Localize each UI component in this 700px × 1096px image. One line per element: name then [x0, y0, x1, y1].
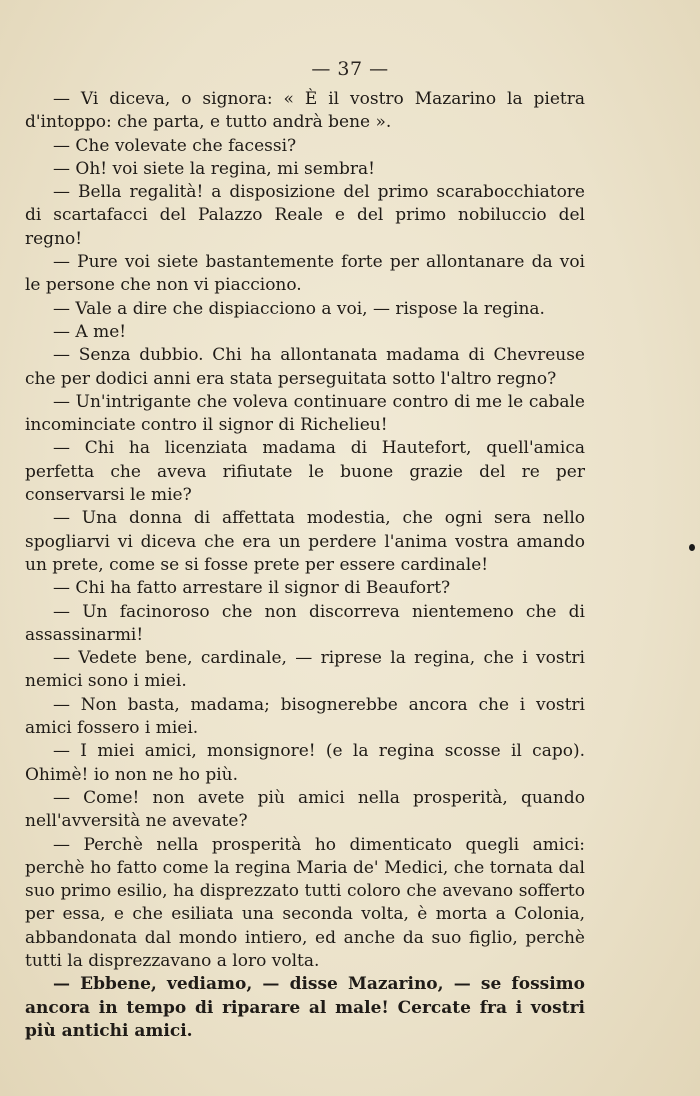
- paragraph: — Oh! voi siete la regina, mi sembra!: [53, 158, 375, 179]
- paragraph: — A me!: [53, 321, 127, 342]
- paragraph: — Non basta, madama; bisognerebbe ancora che i vostri amici fossero i miei.: [25, 694, 585, 739]
- paragraph: — Che volevate che facessi?: [53, 135, 297, 156]
- paragraph: — Vale a dire che dispiacciono a voi, — rispose la regina.: [53, 298, 545, 319]
- paragraph: — I miei amici, monsignore! (e la regina scosse il capo). Ohimè! io non ne ho più.: [25, 741, 585, 785]
- page-number: — 37 —: [311, 58, 389, 80]
- paragraph: — Senza dubbio. Chi ha allontanata madama di Chevreuse che per dodici anni era stata perseguitata sotto l'altro regno?: [25, 345, 585, 389]
- paragraph: — Pure voi siete bastantemente forte per allontanare da voi le persone che non vi piacciono.: [25, 252, 585, 296]
- paragraph: — Un facinoroso che non discorreva nientemeno che di assassinarmi!: [25, 601, 585, 645]
- paragraph: — Vedete bene, cardinale, — riprese la regina, che i vostri nemici sono i miei.: [25, 648, 585, 692]
- body-text: [25, 88, 585, 1043]
- paragraph: — Chi ha licenziata madama di Hautefort, quell'amica perfetta che aveva rifiutate le buone grazie del re per conservarsi le mie?: [25, 438, 585, 506]
- paragraph: — Vi diceva, o signora: « È il vostro Mazarino la pietra d'intoppo: che parta, e tutto andrà bene ».: [25, 89, 585, 133]
- paragraph: — Una donna di affettata modestia, che ogni sera nello spogliarvi vi diceva che era un perdere l'anima vostra amando un prete, come se si fosse prete per essere cardinale!: [25, 508, 585, 575]
- paragraph: — Chi ha fatto arrestare il signor di Beaufort?: [53, 578, 451, 599]
- paragraph: — Perchè nella prosperità ho dimenticato quegli amici: perchè ho fatto come la regina Maria de' Medici, che tornata dal suo primo esilio, ha disprezzato tutti coloro che avevano sofferto per essa, e che esiliata una seconda volta, è morta a Colonia, abbandonata dal mondo intiero, ed anche da suo figlio, perchè tutti la disprezzavano a loro volta.: [25, 834, 585, 971]
- paragraph: — Un'intrigante che voleva continuare contro di me le cabale incominciate contro il signor di Richelieu!: [25, 391, 585, 436]
- paragraph: — Come! non avete più amici nella prosperità, quando nell'avversità ne avevate?: [25, 787, 585, 832]
- paragraph: — Bella regalità! a disposizione del primo scarabocchiatore di scartafacci del Palazzo Reale e del primo nobiluccio del regno!: [25, 182, 585, 249]
- ink-speck: [689, 544, 695, 551]
- paragraph: — Ebbene, vediamo, — disse Mazarino, — se fossimo ancora in tempo di riparare al male! Cercate fra i vostri più antichi amici.: [25, 974, 585, 1041]
